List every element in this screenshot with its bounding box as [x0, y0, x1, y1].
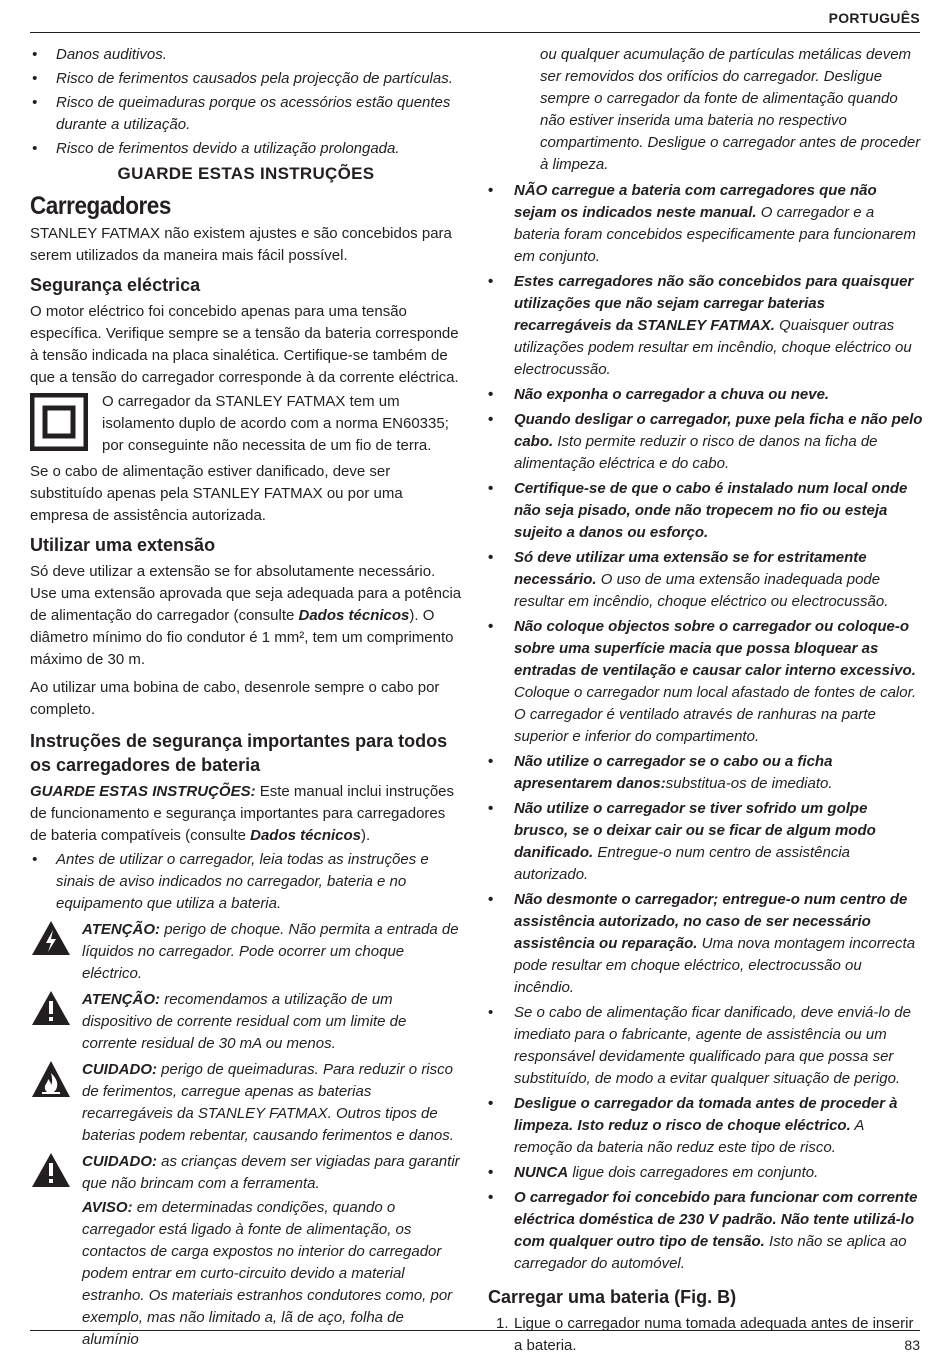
electrical-safety-heading: Segurança eléctrica — [30, 275, 201, 295]
list-item: • Antes de utilizar o carregador, leia todas as instruções e sinais de aviso indicados no carregador, bateria e no equipamento que utiliza a bateria. — [32, 851, 429, 912]
list-item: • Se o cabo de alimentação ficar danificado, deve enviá-lo de imediato para o fabricante, agente de assistência ou um responsável devidamente qualificado para que possa ser substituído, de modo a evitar qualquer situação de perigo. — [488, 1004, 911, 1087]
children-caution: CUIDADO: as crianças devem ser vigiadas para garantir que não brincam com a ferramenta. — [30, 1151, 462, 1195]
list-item: • NUNCA ligue dois carregadores em conjunto. — [488, 1164, 819, 1181]
list-item: • NÃO carregue a bateria com carregadores que não sejam os indicados neste manual. O carregador e a bateria foram concebidos especificamente para funcionarem em conjunto. — [488, 182, 916, 265]
list-item: • Risco de ferimentos causados pela projecção de partículas. — [32, 70, 453, 87]
short-circuit-notice: AVISO: em determinadas condições, quando o carregador está ligado à fonte de alimentação, os contactos de carga expostos no interior do carregador podem entrar em curto-circuito devido a material estranho. Os materiais estranhos condutores como, por exemplo, mas não limitado a, lã de aço, folha de alumínio — [82, 1199, 453, 1348]
step-item: 1. Ligue o carregador numa tomada adequada antes de inserir a bateria. — [496, 1315, 914, 1354]
list-item: • O carregador foi concebido para funcionar com corrente eléctrica doméstica de 230 V padrão. Não tente utilizá-lo com qualquer outro tipo de tensão. Isto não se aplica ao carregador do automóvel. — [488, 1189, 918, 1272]
list-item: • Não utilize o carregador se tiver sofrido um golpe brusco, se o deixar cair ou se ficar de algum modo danificado. Entregue-o num centro de assistência autorizado. — [488, 800, 876, 883]
charge-battery-heading: Carregar uma bateria (Fig. B) — [488, 1287, 737, 1307]
exclamation-warning-icon — [30, 1151, 72, 1196]
chargers-text: STANLEY FATMAX não existem ajustes e são concebidos para serem utilizados da maneira mais fácil possível. — [30, 225, 452, 264]
list-item: • Não desmonte o carregador; entregue-o num centro de assistência autorizado, no caso de ser necessário assistência ou reparação. Uma nova montagem incorrecta pode resultar em choque eléctrico, electrocussão ou incêndio. — [488, 891, 916, 996]
page-number: 83 — [904, 1337, 920, 1353]
shock-warning: ATENÇÃO: perigo de choque. Não permita a entrada de líquidos no carregador. Pode ocorrer um choque eléctrico. — [30, 919, 462, 985]
double-insulation-text: O carregador da STANLEY FATMAX tem um isolamento duplo de acordo com a norma EN60335; por conseguinte não necessita de um fio de terra. — [102, 393, 449, 454]
list-item: • Não utilize o carregador se o cabo ou a ficha apresentarem danos:substitua-os de imediato. — [488, 753, 833, 792]
electric-shock-warning-icon — [30, 919, 72, 964]
rcd-warning: ATENÇÃO: recomendamos a utilização de um dispositivo de corrente residual com um limite de corrente residual de 30 mA ou menos. — [30, 989, 462, 1055]
electrical-safety-text: O motor eléctrico foi concebido apenas para uma tensão específica. Verifique sempre se a tensão da bateria corresponde à tensão indicada na placa sinalética. Certifique-se também de que a tensão do carregador corresponde à da corrente eléctrica. — [30, 303, 459, 386]
double-insulation-block — [30, 391, 462, 457]
burn-caution: CUIDADO: perigo de queimaduras. Para reduzir o risco de ferimentos, carregue apenas as baterias recarregáveis da STANLEY FATMAX. Outros tipos de baterias podem rebentar, causando ferimentos e danos. — [30, 1059, 462, 1147]
fire-hazard-icon — [30, 1059, 72, 1106]
left-column — [30, 44, 462, 1355]
extension-text: Só deve utilizar a extensão se for absolutamente necessário. Use uma extensão aprovada que seja adequada para a potência de alimentação do carregador (consulte Dados técnicos). O diâmetro mínimo do fio condutor é 1 mm², tem um comprimento máximo de 30 m. — [30, 563, 462, 668]
list-item: • Não exponha o carregador a chuva ou neve. — [488, 386, 830, 403]
language-label: PORTUGUÊS — [828, 10, 920, 26]
keep-instructions-heading: GUARDE ESTAS INSTRUÇÕES — [117, 164, 375, 183]
page-header — [30, 6, 920, 33]
list-item: • Quando desligar o carregador, puxe pela ficha e não pelo cabo. Isto permite reduzir o risco de danos na ficha de alimentação eléctrica e do cabo. — [488, 411, 923, 472]
chargers-heading: Carregadores — [30, 192, 171, 220]
list-item: • Só deve utilizar uma extensão se for estritamente necessário. O uso de uma extensão inadequada pode resultar em incêndio, choque eléctrico ou electrocussão. — [488, 549, 889, 610]
right-column — [488, 44, 923, 1357]
extension-heading: Utilizar uma extensão — [30, 535, 216, 555]
list-item: • Estes carregadores não são concebidos para quaisquer utilizações que não sejam carregar baterias recarregáveis da STANLEY FATMAX. Quaisquer outras utilizações podem resultar em incêndio, choque eléctrico ou electrocussão. — [488, 273, 914, 378]
notice-continued: ou qualquer acumulação de partículas metálicas devem ser removidos dos orifícios do carregador. Desligue sempre o carregador da fonte de alimentação quando não estiver inserida uma bateria no respectivo compartimento. Desligue o carregador antes de proceder à limpeza. — [540, 46, 921, 173]
exclamation-warning-icon — [30, 989, 72, 1034]
cable-replacement-text: Se o cabo de alimentação estiver danificado, deve ser substituído apenas pela STANLEY FATMAX ou por uma empresa de assistência autorizada. — [30, 463, 403, 524]
list-item: • Risco de queimaduras porque os acessórios estão quentes durante a utilização. — [32, 94, 451, 133]
list-item: • Certifique-se de que o cabo é instalado num local onde não seja pisado, onde não tropecem no fio ou esteja sujeito a danos ou esforço. — [488, 480, 908, 541]
list-item: • Não coloque objectos sobre o carregador ou coloque-o sobre uma superfície macia que possa bloquear as entradas de ventilação e causar calor interno excessivo. Coloque o carregador num local afastado de fontes de calor. O carregador é ventilado através de ranhuras na parte superior e inferior do compartimento. — [488, 618, 917, 745]
list-item: • Risco de ferimentos devido a utilização prolongada. — [32, 140, 400, 157]
cable-reel-text: Ao utilizar uma bobina de cabo, desenrole sempre o cabo por completo. — [30, 679, 440, 718]
safety-intro: GUARDE ESTAS INSTRUÇÕES: Este manual inclui instruções de funcionamento e segurança importantes para carregadores de bateria compatíveis (consulte Dados técnicos). — [30, 783, 455, 844]
battery-charger-safety-heading: Instruções de segurança importantes para todos os carregadores de bateria — [30, 731, 448, 775]
list-item: • Danos auditivos. — [32, 46, 167, 63]
double-insulation-icon — [30, 393, 88, 458]
list-item: • Desligue o carregador da tomada antes de proceder à limpeza. Isto reduz o risco de choque eléctrico. A remoção da bateria não reduz este tipo de risco. — [488, 1095, 898, 1156]
